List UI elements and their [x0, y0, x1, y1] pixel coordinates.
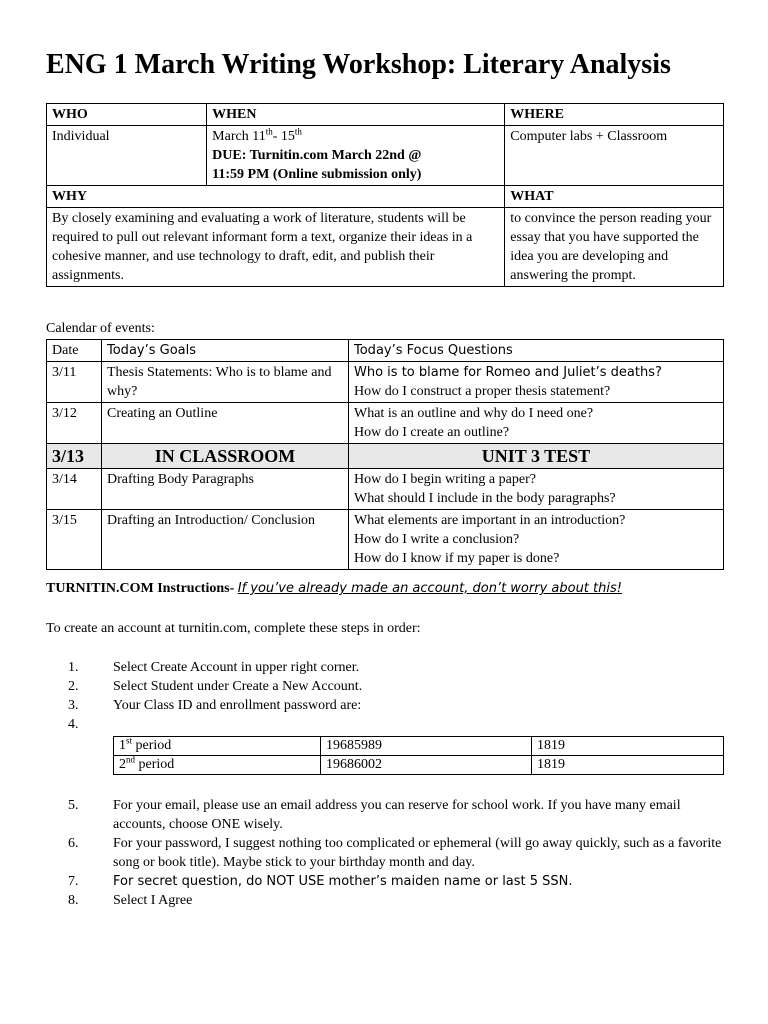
date-header: Date — [47, 340, 102, 362]
calendar-questions — [349, 510, 724, 570]
calendar-goal: Drafting Body Paragraphs — [102, 469, 349, 510]
calendar-row-3-14 — [47, 469, 724, 510]
calendar-row-3-13 — [47, 444, 724, 469]
class-id-table — [113, 736, 724, 775]
calendar-table — [46, 339, 724, 570]
when-value — [207, 126, 505, 186]
calendar-row-3-11 — [47, 362, 724, 403]
table-row — [114, 756, 724, 775]
turnitin-intro: To create an account at turnitin.com, complete these steps in order: — [46, 621, 421, 636]
calendar-date: 3/13 — [47, 444, 102, 469]
when-header: WHEN — [207, 104, 505, 126]
list-item: 4. — [68, 717, 79, 732]
when-dates: March 11th- 15th — [212, 126, 302, 144]
password-cell: 1819 — [532, 756, 724, 775]
period-cell: 2nd period — [114, 756, 321, 775]
who-value: Individual — [47, 126, 207, 186]
overview-row-2 — [47, 208, 724, 287]
why-value: By closely examining and evaluating a work of literature, students will be required to pull out relevant informant form a text, organize their ideas in a cohesive manner, and use technology to draft, edit, and publish their assignments. — [47, 208, 505, 287]
who-header: WHO — [47, 104, 207, 126]
focus-question: What elements are important in an introduction? — [354, 513, 626, 528]
focus-question: How do I write a conclusion? — [354, 532, 520, 547]
page-title: ENG 1 March Writing Workshop: Literary Analysis — [46, 49, 671, 80]
turnitin-note: If you’ve already made an account, don’t worry about this! — [237, 581, 622, 596]
list-item: 8. Select I Agree — [68, 893, 193, 908]
calendar-questions — [349, 403, 724, 444]
focus-question: How do I know if my paper is done? — [354, 551, 560, 566]
list-item: 7. For secret question, do NOT USE mother’s maiden name or last 5 SSN. — [68, 874, 573, 889]
focus-question: How do I construct a proper thesis statement? — [354, 384, 611, 399]
class-id-cell: 19686002 — [321, 756, 532, 775]
table-row — [114, 737, 724, 756]
period-cell: 1st period — [114, 737, 321, 756]
calendar-date: 3/12 — [47, 403, 102, 444]
focus-question: What is an outline and why do I need one? — [354, 406, 594, 421]
list-item: 3. Your Class ID and enrollment password are: — [68, 698, 362, 713]
password-cell: 1819 — [532, 737, 724, 756]
list-item: 2. Select Student under Create a New Account. — [68, 679, 363, 694]
goals-header: Today’s Goals — [102, 340, 349, 362]
focus-question: Who is to blame for Romeo and Juliet’s deaths? — [354, 365, 662, 380]
steps-list-top — [46, 658, 736, 734]
calendar-date: 3/15 — [47, 510, 102, 570]
calendar-questions — [349, 469, 724, 510]
list-item: 1. Select Create Account in upper right corner. — [68, 660, 360, 675]
why-header: WHY — [47, 186, 505, 208]
class-id-cell: 19685989 — [321, 737, 532, 756]
calendar-goal: Thesis Statements: Who is to blame and why? — [102, 362, 349, 403]
turnitin-heading-label: TURNITIN.COM Instructions- — [46, 581, 235, 596]
overview-table — [46, 103, 724, 287]
calendar-label: Calendar of events: — [46, 321, 155, 336]
calendar-goal: Creating an Outline — [102, 403, 349, 444]
due-line-1: DUE: Turnitin.com March 22nd @ — [212, 148, 422, 163]
steps-list-bottom — [46, 796, 736, 910]
overview-row — [47, 126, 724, 186]
calendar-questions — [349, 362, 724, 403]
what-value: to convince the person reading your essay that you have supported the idea you are developing and answering the prompt. — [505, 208, 724, 287]
where-value: Computer labs + Classroom — [505, 126, 724, 186]
calendar-row-3-15 — [47, 510, 724, 570]
calendar-header-row — [47, 340, 724, 362]
focus-question: How do I create an outline? — [354, 425, 510, 440]
list-item: 6. For your password, I suggest nothing too complicated or ephemeral (will go away quickly, such as a favorite song or book title). Maybe stick to your birthday month and day. — [68, 836, 722, 870]
focus-question: How do I begin writing a paper? — [354, 472, 536, 487]
overview-header-row-2 — [47, 186, 724, 208]
focus-question: What should I include in the body paragraphs? — [354, 491, 616, 506]
calendar-row-3-12 — [47, 403, 724, 444]
what-header: WHAT — [505, 186, 724, 208]
calendar-goal: Drafting an Introduction/ Conclusion — [102, 510, 349, 570]
list-item: 5. For your email, please use an email address you can reserve for school work. If you have many email accounts, choose ONE wisely. — [68, 798, 681, 832]
unit-test-label: UNIT 3 TEST — [349, 444, 724, 469]
calendar-goal: IN CLASSROOM — [102, 444, 349, 469]
turnitin-heading — [46, 581, 622, 597]
overview-header-row — [47, 104, 724, 126]
focus-header: Today’s Focus Questions — [349, 340, 724, 362]
calendar-date: 3/14 — [47, 469, 102, 510]
due-line-2: 11:59 PM (Online submission only) — [212, 167, 422, 182]
where-header: WHERE — [505, 104, 724, 126]
calendar-date: 3/11 — [47, 362, 102, 403]
